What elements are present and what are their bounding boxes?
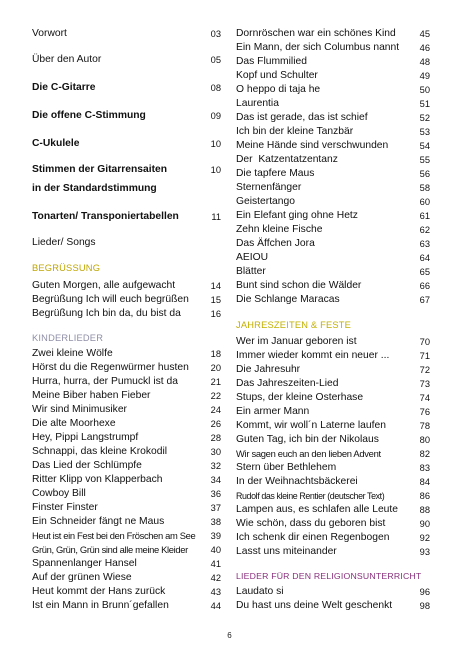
entry-title: Lampen aus, es schlafen alle Leute (236, 504, 399, 515)
song-entry[interactable] (236, 209, 430, 223)
entry-page: 56 (419, 169, 430, 179)
song-entry[interactable] (236, 475, 430, 489)
entry-page: 20 (210, 363, 221, 373)
entry-page: 45 (419, 29, 430, 39)
entry-title: Hurra, hurra, der Pumuckl ist da (32, 376, 178, 387)
song-entry[interactable] (32, 293, 221, 307)
entry-title: Wir sind Minimusiker (32, 404, 127, 415)
section-heading-jahreszeiten: JAHRESZEITEN & FESTE (236, 320, 352, 330)
entry-title: Über den Autor (32, 54, 102, 65)
entry-title: Schnappi, das kleine Krokodil (32, 446, 168, 457)
song-entry[interactable] (236, 97, 430, 111)
entry-page: 16 (210, 309, 221, 319)
entry-title: Kommt, wir woll´n Laterne laufen (236, 420, 386, 431)
entry-page: 72 (419, 365, 430, 375)
entry-page: 44 (210, 601, 221, 611)
song-entry[interactable] (236, 125, 430, 139)
song-entry[interactable] (236, 461, 430, 475)
entry-title: Hey, Pippi Langstrumpf (32, 432, 139, 443)
entry-title: Kopf und Schulter (236, 70, 318, 81)
entry-title: Ritter Klipp von Klapperbach (32, 474, 163, 485)
song-entry[interactable] (236, 585, 430, 599)
song-entry[interactable] (32, 515, 221, 529)
entry-title: in der Standardstimmung (32, 183, 157, 194)
entry-page: 11 (211, 212, 221, 222)
entry-title: Die tapfere Maus (236, 168, 315, 179)
song-entry[interactable] (32, 279, 221, 293)
entry-page: 51 (419, 99, 430, 109)
entry-page: 76 (419, 407, 430, 417)
entry-page: 49 (419, 71, 430, 81)
entry-page: 67 (419, 295, 430, 305)
entry-title: Wir sagen euch an den lieben Advent (236, 448, 381, 459)
entry-title: Meine Biber haben Fieber (32, 390, 151, 401)
entry-title: In der Weihnachtsbäckerei (236, 476, 358, 487)
entry-title: Sternenfänger (236, 182, 302, 193)
entry-page: 66 (419, 281, 430, 291)
song-entry[interactable] (236, 433, 430, 447)
song-entry[interactable] (32, 459, 221, 473)
entry-page: 93 (419, 547, 430, 557)
song-entry[interactable] (32, 361, 221, 375)
entry-page: 32 (210, 461, 221, 471)
entry-title: Das ist gerade, das ist schief (236, 112, 368, 123)
entry-page: 70 (419, 337, 430, 347)
entry-title: Stimmen der Gitarrensaiten (32, 164, 168, 175)
entry-title: Das Flummilied (236, 56, 307, 67)
song-entry[interactable] (32, 501, 221, 515)
entry-title: Die C-Gitarre (32, 82, 96, 93)
entry-page: 24 (210, 405, 221, 415)
entry-page: 92 (419, 533, 430, 543)
entry-title: Ein Elefant ging ohne Hetz (236, 210, 358, 221)
entry-page: 15 (210, 295, 221, 305)
entry-page: 78 (419, 421, 430, 431)
entry-title: Ich schenk dir einen Regenbogen (236, 532, 390, 543)
entry-title: Die offene C-Stimmung (32, 110, 146, 121)
entry-page: 90 (419, 519, 430, 529)
toc-entry[interactable] (32, 81, 221, 95)
entry-page: 42 (210, 573, 221, 583)
entry-page: 63 (419, 239, 430, 249)
entry-title: Die alte Moorhexe (32, 418, 116, 429)
entry-page: 52 (419, 113, 430, 123)
entry-page: 60 (419, 197, 430, 207)
entry-title: Finster Finster (32, 502, 98, 513)
entry-title: Zehn kleine Fische (236, 224, 323, 235)
entry-page: 43 (210, 587, 221, 597)
entry-page: 26 (210, 419, 221, 429)
song-entry[interactable] (32, 487, 221, 501)
entry-page: 62 (419, 225, 430, 235)
entry-page: 86 (419, 491, 430, 501)
toc-entry[interactable] (32, 163, 221, 177)
entry-page: 83 (419, 463, 430, 473)
song-entry[interactable] (236, 69, 430, 83)
song-entry[interactable] (236, 447, 430, 461)
song-entry[interactable] (236, 27, 430, 41)
toc-entry[interactable] (32, 27, 221, 41)
toc-entry[interactable] (32, 109, 221, 123)
song-entry[interactable] (32, 445, 221, 459)
entry-title: O heppo di taja he (236, 84, 321, 95)
entry-title: Hörst du die Regenwürmer husten (32, 362, 189, 373)
song-entry[interactable] (32, 307, 221, 321)
song-entry[interactable] (32, 403, 221, 417)
song-entry[interactable] (236, 599, 430, 613)
entry-title: Lieder/ Songs (32, 237, 96, 248)
entry-page: 98 (419, 601, 430, 611)
section-heading-religion: LIEDER FÜR DEN RELIGIONSUNTERRICHT (236, 571, 422, 581)
song-entry[interactable] (236, 419, 430, 433)
entry-page: 10 (210, 165, 221, 175)
song-entry[interactable] (236, 55, 430, 69)
entry-page: 34 (210, 475, 221, 485)
entry-title: Rudolf das kleine Rentier (deutscher Text) (236, 491, 385, 501)
entry-title: Heut ist ein Fest bei den Fröschen am See (32, 530, 196, 541)
song-entry[interactable] (236, 349, 430, 363)
entry-page: 03 (210, 29, 221, 39)
entry-title: Das Jahreszeiten-Lied (236, 378, 339, 389)
entry-page: 30 (210, 447, 221, 457)
right-column (236, 0, 430, 648)
song-entry[interactable] (236, 167, 430, 181)
song-entry[interactable] (236, 237, 430, 251)
entry-page: 64 (419, 253, 430, 263)
entry-page: 18 (210, 349, 221, 359)
song-entry[interactable] (32, 557, 221, 571)
song-entry[interactable] (32, 599, 221, 613)
toc-entry[interactable] (32, 236, 221, 250)
entry-page: 38 (210, 517, 221, 527)
entry-page: 39 (210, 531, 221, 541)
song-entry[interactable] (32, 571, 221, 585)
song-entry[interactable] (32, 473, 221, 487)
entry-title: C-Ukulele (32, 138, 80, 149)
song-entry[interactable] (236, 195, 430, 209)
entry-page: 54 (419, 141, 430, 151)
entry-page: 05 (210, 55, 221, 65)
entry-page: 74 (419, 393, 430, 403)
entry-title: Lasst uns miteinander (236, 546, 337, 557)
entry-page: 09 (210, 111, 221, 121)
entry-title: Geistertango (236, 196, 295, 207)
entry-page: 21 (210, 377, 221, 387)
entry-title: Die Schlange Maracas (236, 294, 340, 305)
entry-page: 46 (419, 43, 430, 53)
entry-title: AEIOU (236, 252, 269, 263)
toc-entry[interactable] (32, 137, 221, 151)
entry-title: Laudato si (236, 586, 284, 597)
entry-title: Auf der grünen Wiese (32, 572, 132, 583)
entry-page: 10 (210, 139, 221, 149)
entry-title: Dornröschen war ein schönes Kind (236, 28, 396, 39)
entry-title: Die Jahresuhr (236, 364, 301, 375)
entry-title: Grün, Grün, Grün sind alle meine Kleider (32, 544, 188, 555)
entry-title: Laurentia (236, 98, 279, 109)
entry-page: 55 (419, 155, 430, 165)
song-entry[interactable] (236, 363, 430, 377)
entry-title: Guten Morgen, alle aufgewacht (32, 280, 176, 291)
song-entry[interactable] (236, 153, 430, 167)
entry-page: 58 (419, 183, 430, 193)
entry-title: Bunt sind schon die Wälder (236, 280, 362, 291)
entry-title: Du hast uns deine Welt geschenkt (236, 600, 393, 611)
entry-title: Meine Hände sind verschwunden (236, 140, 389, 151)
song-entry[interactable] (236, 489, 430, 503)
entry-page: 80 (419, 435, 430, 445)
entry-page: 08 (210, 83, 221, 93)
entry-title: Begrüßung Ich bin da, du bist da (32, 308, 181, 319)
entry-title: Wie schön, dass du geboren bist (236, 518, 386, 529)
song-entry[interactable] (236, 251, 430, 265)
song-entry[interactable] (32, 417, 221, 431)
entry-page: 53 (419, 127, 430, 137)
song-entry[interactable] (236, 517, 430, 531)
entry-page: 22 (210, 391, 221, 401)
entry-title: Ein armer Mann (236, 406, 310, 417)
song-entry[interactable] (236, 335, 430, 349)
entry-page: 41 (210, 559, 221, 569)
song-entry[interactable] (32, 543, 221, 557)
section-heading-kinderlieder: KINDERLIEDER (32, 333, 104, 343)
entry-title: Stern über Bethlehem (236, 462, 337, 473)
entry-page: 73 (419, 379, 430, 389)
song-entry[interactable] (236, 83, 430, 97)
song-entry[interactable] (32, 529, 221, 543)
toc-entry[interactable] (32, 210, 221, 224)
page-number: 6 (227, 631, 232, 640)
song-entry[interactable] (236, 531, 430, 545)
song-entry[interactable] (236, 223, 430, 237)
entry-page: 36 (210, 489, 221, 499)
song-entry[interactable] (236, 181, 430, 195)
song-entry[interactable] (236, 503, 430, 517)
entry-title: Ein Mann, der sich Columbus nannt (236, 42, 400, 53)
entry-page: 84 (419, 477, 430, 487)
entry-page: 82 (419, 449, 430, 459)
entry-title: Das Äffchen Jora (236, 238, 315, 249)
entry-title: Begrüßung Ich will euch begrüßen (32, 294, 189, 305)
song-entry[interactable] (236, 545, 430, 559)
entry-title: Cowboy Bill (32, 488, 86, 499)
entry-page: 28 (210, 433, 221, 443)
song-entry[interactable] (236, 111, 430, 125)
entry-page: 14 (210, 281, 221, 291)
entry-page: 96 (419, 587, 430, 597)
toc-entry[interactable] (32, 182, 221, 196)
entry-title: Das Lied der Schlümpfe (32, 460, 142, 471)
song-entry[interactable] (236, 139, 430, 153)
song-entry[interactable] (32, 389, 221, 403)
entry-page: 61 (419, 211, 430, 221)
entry-title: Stups, der kleine Osterhase (236, 392, 364, 403)
entry-title: Immer wieder kommt ein neuer ... (236, 350, 390, 361)
song-entry[interactable] (236, 293, 430, 307)
entry-title: Heut kommt der Hans zurück (32, 586, 166, 597)
song-entry[interactable] (32, 347, 221, 361)
entry-title: Der Katzentatzentanz (236, 154, 338, 165)
toc-entry[interactable] (32, 53, 221, 67)
entry-page: 71 (419, 351, 430, 361)
entry-title: Vorwort (32, 28, 67, 39)
entry-title: Spannenlanger Hansel (32, 558, 137, 569)
entry-title: Guten Tag, ich bin der Nikolaus (236, 434, 379, 445)
entry-page: 88 (419, 505, 430, 515)
song-entry[interactable] (236, 391, 430, 405)
song-entry[interactable] (236, 41, 430, 55)
song-entry[interactable] (236, 265, 430, 279)
entry-page: 37 (210, 503, 221, 513)
entry-title: Zwei kleine Wölfe (32, 348, 113, 359)
entry-page: 40 (210, 545, 221, 555)
entry-page: 48 (419, 57, 430, 67)
song-entry[interactable] (236, 279, 430, 293)
entry-title: Tonarten/ Transponiertabellen (32, 211, 179, 222)
song-entry[interactable] (236, 405, 430, 419)
entry-title: Ein Schneider fängt ne Maus (32, 516, 165, 527)
song-entry[interactable] (32, 431, 221, 445)
left-column (32, 0, 221, 648)
song-entry[interactable] (32, 585, 221, 599)
entry-title: Wer im Januar geboren ist (236, 336, 357, 347)
entry-page: 50 (419, 85, 430, 95)
entry-page: 65 (419, 267, 430, 277)
section-heading-begruessung: BEGRÜSSUNG (32, 263, 101, 273)
song-entry[interactable] (236, 377, 430, 391)
entry-title: Ich bin der kleine Tanzbär (236, 126, 354, 137)
song-entry[interactable] (32, 375, 221, 389)
entry-title: Blätter (236, 266, 266, 277)
entry-title: Ist ein Mann in Brunn´gefallen (32, 600, 169, 611)
